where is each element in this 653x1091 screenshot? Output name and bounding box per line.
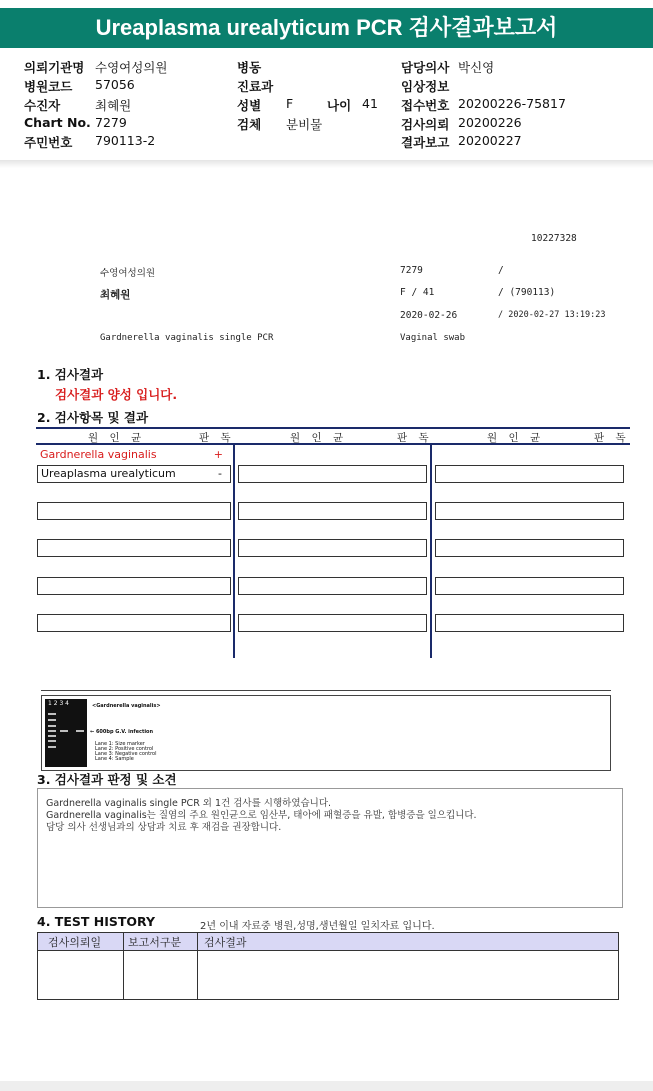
- label: 결과보고: [401, 135, 450, 150]
- report-birth: / (790113): [498, 287, 556, 298]
- report-chart: 7279: [400, 265, 423, 276]
- col-divider-1: [233, 444, 235, 658]
- specimen-value: 분비물: [286, 117, 323, 132]
- col-header-result-3: 판 독: [594, 432, 630, 444]
- report-test-name: Gardnerella vaginalis single PCR: [100, 333, 274, 343]
- gel-band-label-text: 600bp G.V. infection: [95, 729, 154, 735]
- empty-cell: [238, 465, 427, 483]
- report-date-label: [401, 133, 449, 151]
- section-1-title: 1. 검사결과: [37, 367, 104, 382]
- empty-cell: [435, 577, 624, 595]
- marker-band: [48, 740, 56, 742]
- report-patient: 최혜원: [100, 289, 131, 301]
- empty-cell: [37, 614, 231, 632]
- sex-label: [237, 96, 261, 114]
- marker-band: [48, 746, 56, 748]
- label: 담당의사: [401, 60, 450, 75]
- header-divider: [0, 160, 653, 168]
- header-row-patient: [24, 96, 60, 114]
- marker-band: [48, 730, 56, 732]
- history-col-divider: [197, 933, 198, 999]
- receipt-no-label: [401, 96, 449, 114]
- label: 성별: [237, 98, 262, 113]
- specimen-label: [237, 115, 261, 133]
- header-row-hospital-code: [24, 77, 72, 95]
- empty-cell: [435, 465, 624, 483]
- chart-value: 7279: [95, 115, 127, 130]
- marker-band: [48, 725, 56, 727]
- gel-legend-2: Lane 2: Positive control: [95, 746, 154, 752]
- section-2-title: 2. 검사항목 및 결과: [37, 410, 149, 425]
- label: 나이: [327, 98, 352, 113]
- label: 임상정보: [401, 79, 450, 94]
- report-slash: /: [498, 265, 504, 276]
- marker-band: [48, 735, 56, 737]
- section-4-title: 4. TEST HISTORY: [37, 914, 156, 929]
- organism-name: Gardnerella vaginalis: [40, 448, 157, 461]
- request-date-label: [401, 115, 449, 133]
- gel-top-rule: [41, 690, 611, 691]
- report-received: 2020-02-26: [400, 310, 458, 321]
- doctor-value: 박신영: [458, 60, 495, 75]
- gel-band-label: ← 600bp G.V. infection: [90, 729, 154, 735]
- result-mark: +: [213, 448, 223, 461]
- label: Chart No.: [24, 115, 91, 130]
- label: 접수번호: [401, 98, 450, 113]
- report-reported: / 2020-02-27 13:19:23: [498, 310, 606, 320]
- organism-name: Ureaplasma urealyticum: [41, 467, 176, 480]
- header-row-id: [24, 133, 72, 151]
- report-id: 10227328: [531, 233, 577, 244]
- gel-legend-1: Lane 1: Size marker: [95, 741, 145, 747]
- gel-lane-numbers: 1 2 3 4: [48, 700, 69, 707]
- empty-cell: [37, 577, 231, 595]
- history-col-divider: [123, 933, 124, 999]
- label: 수진자: [24, 98, 61, 113]
- col-header-bug-1: 원 인 균: [88, 432, 146, 444]
- gel-legend-4: Lane 4: Sample: [95, 756, 134, 762]
- history-header-report-type: 보고서구분: [128, 936, 182, 949]
- header-row-chart: [24, 115, 91, 130]
- section-3-title: 3. 검사결과 판정 및 소견: [37, 772, 177, 787]
- sample-band: [76, 730, 84, 732]
- history-header-request-date: 검사의뢰일: [48, 936, 102, 949]
- empty-cell: [435, 539, 624, 557]
- age-value: 41: [362, 96, 378, 111]
- empty-cell: [238, 614, 427, 632]
- label: 병원코드: [24, 79, 73, 94]
- col-divider-2: [430, 444, 432, 658]
- empty-cell: [238, 539, 427, 557]
- label: 검체: [237, 117, 262, 132]
- col-header-result-2: 판 독: [397, 432, 433, 444]
- empty-cell: [435, 502, 624, 520]
- label: 의뢰기관명: [24, 60, 85, 75]
- result-row-ureaplasma: [37, 465, 231, 483]
- positive-message: 검사결과 양성 입니다.: [55, 387, 178, 402]
- report-specimen: Vaginal swab: [400, 333, 466, 343]
- positive-control-band: [60, 730, 68, 732]
- col-header-bug-2: 원 인 균: [290, 432, 348, 444]
- table-top-line: [36, 427, 630, 429]
- col-header-result-1: 판 독: [199, 432, 235, 444]
- label: 진료과: [237, 79, 274, 94]
- report-date-value: 20200227: [458, 133, 522, 148]
- doctor-label: [401, 58, 449, 76]
- label: 주민번호: [24, 135, 73, 150]
- opinion-line-3: 담당 의사 선생님과의 상담과 치료 후 재검을 권장합니다.: [46, 822, 282, 833]
- sex-value: F: [286, 96, 294, 111]
- empty-cell: [37, 502, 231, 520]
- label: 검사의뢰: [401, 117, 450, 132]
- history-note: 2년 이내 자료중 병원,성명,생년월일 일치자료 입니다.: [200, 921, 435, 932]
- history-table: [37, 932, 619, 1000]
- gel-electrophoresis-image: [45, 699, 87, 767]
- request-date-value: 20200226: [458, 115, 522, 130]
- result-row-gardnerella: [37, 447, 231, 465]
- history-header-result: 검사결과: [204, 936, 247, 949]
- marker-band: [48, 713, 56, 715]
- id-value: 790113-2: [95, 133, 156, 148]
- empty-cell: [238, 577, 427, 595]
- institution-value: 수영여성의원: [95, 60, 168, 75]
- clinical-info-label: [401, 77, 449, 95]
- marker-band: [48, 719, 56, 721]
- report-sex-age: F / 41: [400, 287, 435, 298]
- page-footer: [0, 1081, 653, 1091]
- patient-value: 최혜원: [95, 98, 132, 113]
- report-title: Ureaplasma urealyticum PCR 검사결과보고서: [0, 8, 653, 48]
- empty-cell: [238, 502, 427, 520]
- receipt-no-value: 20200226-75817: [458, 96, 566, 111]
- empty-cell: [37, 539, 231, 557]
- result-mark: -: [218, 467, 222, 480]
- report-hospital: 수영여성의원: [100, 268, 156, 279]
- empty-cell: [435, 614, 624, 632]
- dept-label: [237, 77, 273, 95]
- opinion-line-2: Gardnerella vaginalis는 질염의 주요 원인균으로 임산부, 태아에 패혈증을 유발, 합병증을 일으킵니다.: [46, 810, 477, 821]
- opinion-line-1: Gardnerella vaginalis single PCR 외 1건 검사를 시행하였습니다.: [46, 798, 332, 809]
- hospital-code-value: 57056: [95, 77, 135, 92]
- label: 병동: [237, 60, 262, 75]
- header-row-institution: [24, 58, 84, 76]
- gel-title: <Gardnerella vaginalis>: [92, 703, 161, 709]
- gel-legend-3: Lane 3: Negative control: [95, 751, 157, 757]
- col-header-bug-3: 원 인 균: [487, 432, 545, 444]
- ward-label: [237, 58, 261, 76]
- age-label: [327, 96, 351, 114]
- history-header-row: [38, 933, 618, 951]
